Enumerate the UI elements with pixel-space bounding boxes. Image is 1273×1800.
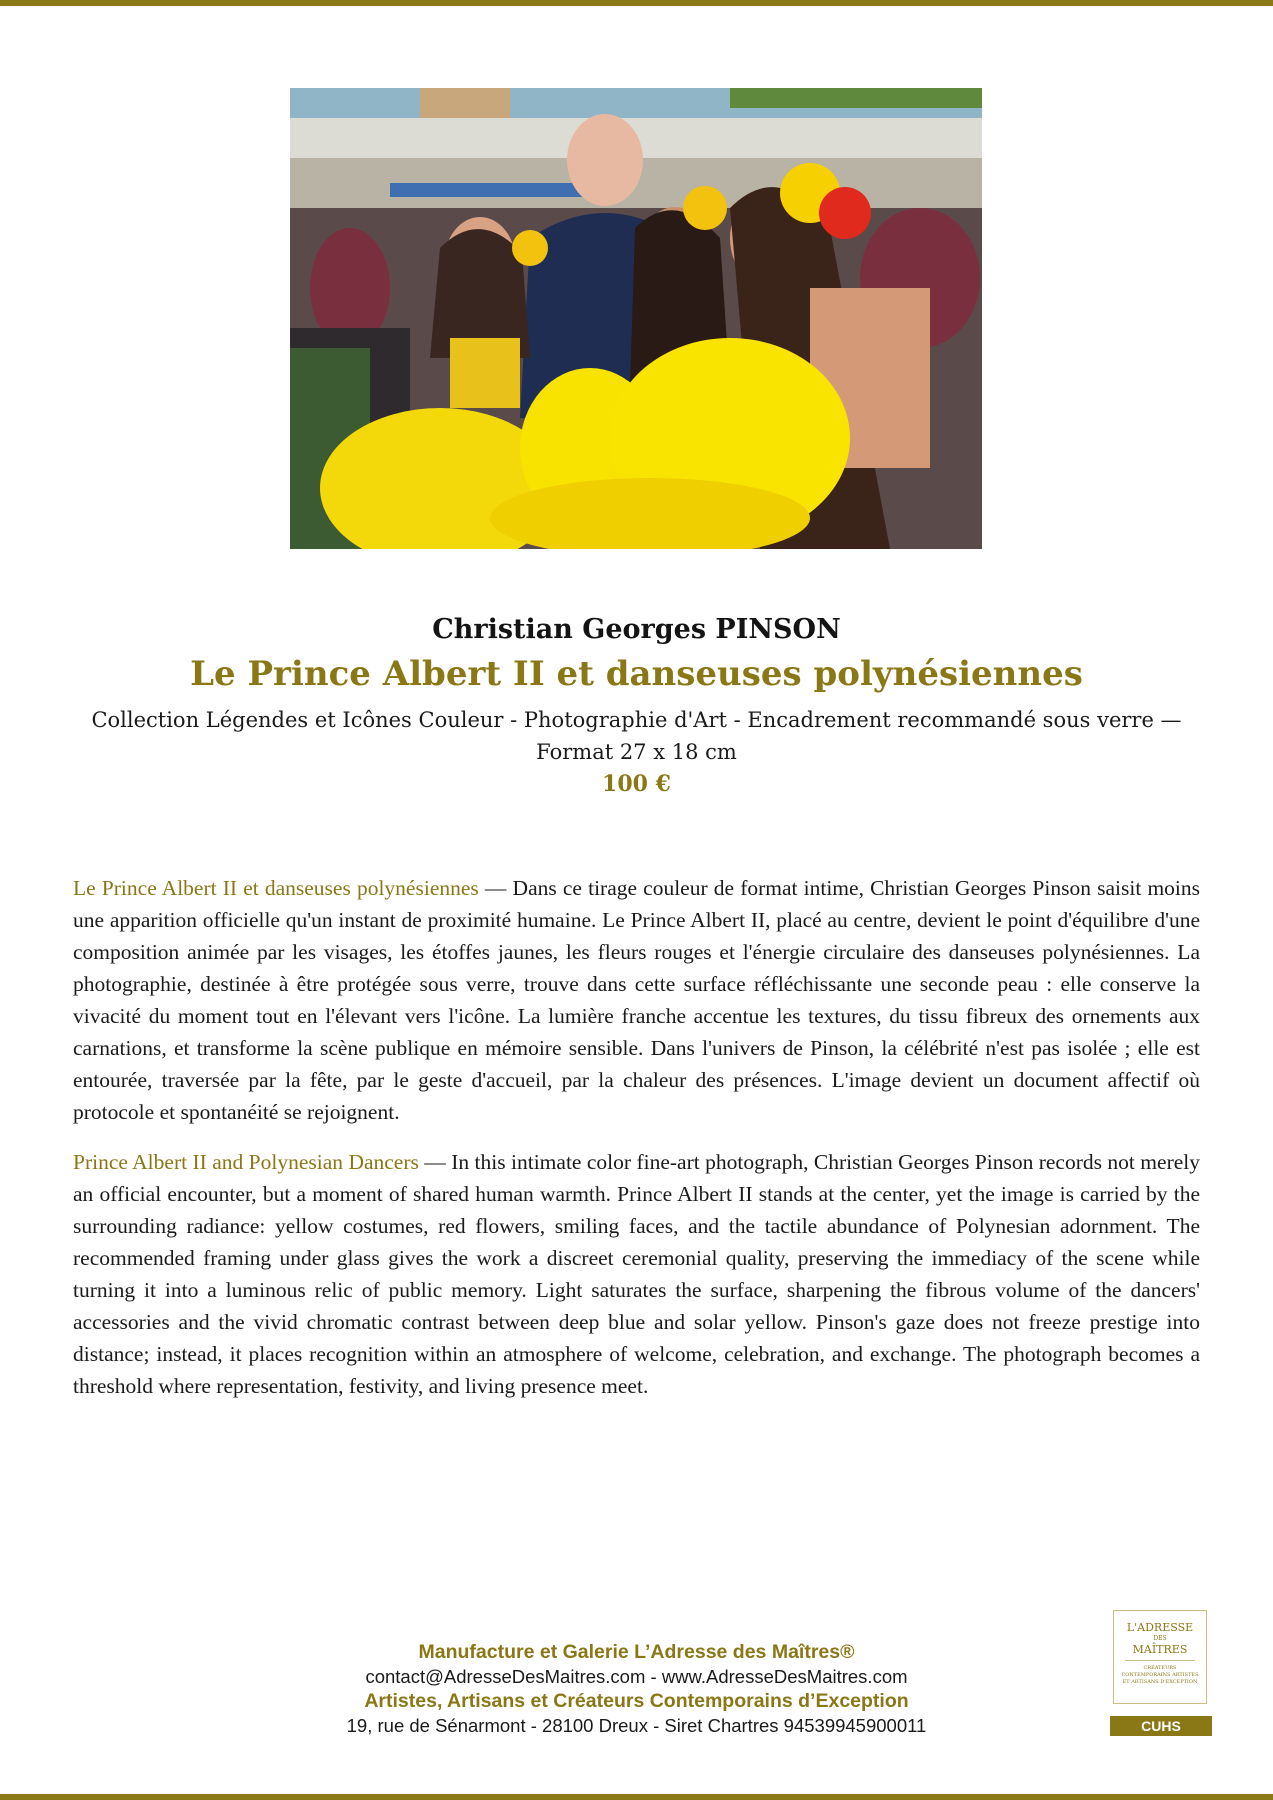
description-text: — Dans ce tirage couleur de format intime, Christian Georges Pinson saisit moins une apparition officielle qu'un instant de proximité humaine. Le Prince Albert II, placé au centre, devient le point d'équilibre d'une composition animée par les visages, les étoffes jaunes, les fleurs rouges et l'énergie circulaire des danseuses polynésiennes. La photographie, destinée à être protégée sous verre, trouve dans cette surface réfléchissante une seconde peau : elle conserve la vivacité du moment tout en l'élevant vers l'icône. La lumière franche accentue les textures, du tissu fibreux des ornements aux carnations, et transforme la scène publique en mémoire sensible. Dans l'univers de Pinson, la célébrité n'est pas isolée ; elle est entourée, traversée par la fête, par le geste d'accueil, par la chaleur des présences. L'image devient un document affectif où protocole et spontanéité se rejoignent. xyxy=(73,876,1201,1124)
description-lead: Le Prince Albert II et danseuses polynésiennes xyxy=(73,876,479,900)
top-border xyxy=(0,0,1273,6)
description-text: — In this intimate color fine-art photograph, Christian Georges Pinson records not merely an official encounter, but a moment of shared human warmth. Prince Albert II stands at the center, yet the image is carried by the surrounding radiance: yellow costumes, red flowers, smiling faces, and the tactile abundance of Polynesian adornment. The recommended framing under glass gives the work a discreet ceremonial quality, preserving the immediacy of the scene while turning it into a luminous relic of public memory. Light saturates the surface, sharpening the fibrous volume of the dancers' accessories and the vivid chromatic contrast between deep blue and solar yellow. Pinson's gaze does not freeze prestige into distance; instead, it places recognition within an atmosphere of welcome, celebration, and exchange. The photograph becomes a threshold where representation, festivity, and living presence meet. xyxy=(73,1150,1200,1398)
footer-address: 19, rue de Sénarmont - 28100 Dreux - Siret Chartres 94539945900011 xyxy=(346,1715,927,1736)
footer-tagline: Artistes, Artisans et Créateurs Contemporains d’Exception xyxy=(364,1690,909,1712)
description-english xyxy=(73,1146,1200,1402)
artwork-subtitle: Collection Légendes et Icônes Couleur - Photographie d'Art - Encadrement recommandé sous verre — Format 27 x 18 cm xyxy=(91,708,1182,764)
footer-gallery-name: Manufacture et Galerie L’Adresse des Maîtres® xyxy=(418,1641,855,1663)
description-french xyxy=(73,872,1200,1128)
logo-line: MAÎTRES xyxy=(1132,1643,1188,1656)
description-lead: Prince Albert II and Polynesian Dancers xyxy=(73,1150,419,1174)
gallery-logo xyxy=(1113,1610,1207,1704)
artist-name: Christian Georges PINSON xyxy=(432,614,841,645)
artwork-photo xyxy=(290,88,982,549)
logo-line: DES xyxy=(1153,1635,1167,1642)
logo-badge: CUHS xyxy=(1110,1716,1212,1736)
footer xyxy=(240,1640,1033,1738)
bottom-border xyxy=(0,1794,1273,1800)
logo-line: CRÉATEURS CONTEMPORAINS ARTISTES ET ARTISANS D'EXCEPTION xyxy=(1121,1665,1199,1685)
artwork-title: Le Prince Albert II et danseuses polynésiennes xyxy=(190,654,1083,694)
description xyxy=(73,872,1200,1420)
footer-contact: contact@AdresseDesMaitres.com - www.AdresseDesMaitres.com xyxy=(365,1666,908,1687)
logo-line: L'ADRESSE xyxy=(1126,1621,1194,1634)
artwork-price: 100 € xyxy=(602,771,671,797)
artwork-header xyxy=(60,610,1213,800)
logo-divider xyxy=(1125,1660,1195,1661)
